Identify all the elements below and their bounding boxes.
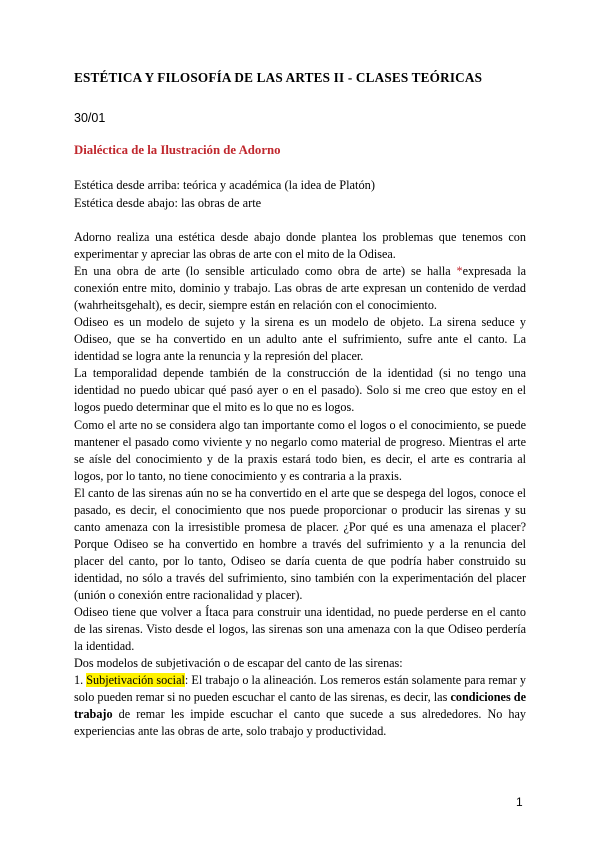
intro-line: Estética desde abajo: las obras de arte: [74, 196, 262, 210]
paragraph: [74, 263, 526, 314]
text-run: de remar les impide escuchar el canto que sucede a sus alrededores. No hay experiencias ante las obras de arte, solo trabajo y productividad.: [74, 707, 526, 739]
document-title: ESTÉTICA Y FILOSOFÍA DE LAS ARTES II - CLASES TEÓRICAS: [74, 70, 483, 85]
paragraph: [74, 672, 526, 740]
paragraph: Odiseo es un modelo de sujeto y la sirena es un modelo de objeto. La sirena seduce y Odiseo, que se ha convertido en un adulto ante el sufrimiento, sufre ante el canto. La identidad se logra ante la renuncia y la represión del placer.: [74, 315, 526, 364]
class-date: 30/01: [74, 111, 106, 125]
bold-term: condiciones de trabajo: [74, 690, 526, 722]
list-number: 1.: [74, 673, 87, 688]
text-run: expresada la conexión entre mito, dominio y trabajo. Las obras de arte expresan un contenido de verdad (wahrheitsgehalt), es decir, siempre están en relación con el conocimiento.: [74, 264, 526, 313]
intro-line: Estética desde arriba: teórica y académica (la idea de Platón): [74, 178, 376, 192]
body-text: [74, 229, 526, 740]
paragraph: El canto de las sirenas aún no se ha convertido en el arte que se despega del logos, conoce el pasado, es decir, el conocimiento que nos puede proporcionar o producir las sirenas y su canto amenaza con la irresistible promesa de placer. ¿Por qué es una amenaza el placer? Porque Odiseo se ha convertido en hombre a través del sufrimiento y a la renuncia del placer del canto, por lo tanto, Odiseo se daría cuenta de que podría haber construido su identidad, no sólo a través del sufrimiento, sino también con la experimentación del placer (unión o conexión entre racionalidad y placer).: [74, 485, 526, 602]
text-run: En una obra de arte (lo sensible articulado como obra de arte) se halla: [74, 264, 457, 279]
paragraph: Adorno realiza una estética desde abajo donde plantea los problemas que tenemos con experimentar y apreciar las obras de arte con el mito de la Odisea.: [74, 230, 526, 262]
section-heading: Dialéctica de la Ilustración de Adorno: [74, 143, 281, 157]
paragraph: La temporalidad depende también de la construcción de la identidad (si no tengo una identidad no puedo ubicar qué pasó ayer o en el pasado). Solo si me creo que estoy en el logos puedo determinar que el mito es lo que no es logos.: [74, 366, 526, 415]
paragraph: Odiseo tiene que volver a Ítaca para construir una identidad, no puede perderse en el canto de las sirenas. Visto desde el logos, las sirenas son una amenaza con la que Odiseo perdería la identidad.: [74, 605, 526, 654]
paragraph: Dos modelos de subjetivación o de escapar del canto de las sirenas:: [74, 656, 403, 671]
asterisk-mark: *: [456, 264, 463, 279]
highlighted-term: Subjetivación social: [86, 673, 185, 688]
page-number: 1: [516, 795, 523, 809]
intro-block: [74, 176, 526, 212]
paragraph: Como el arte no se considera algo tan importante como el logos o el conocimiento, se puede mantener el pasado como viviente y no negarlo como material de progreso. Mientras el arte se aísle del conocimiento y de la praxis estará todo bien, es decir, el arte es contraria al logos, por lo tanto, no tiene conocimiento y es contraria a la praxis.: [74, 417, 526, 483]
text-run: : El trabajo o la alineación. Los remeros están solamente para remar y solo pueden remar si no pueden escuchar el canto de las sirenas, es decir, las: [74, 673, 527, 705]
